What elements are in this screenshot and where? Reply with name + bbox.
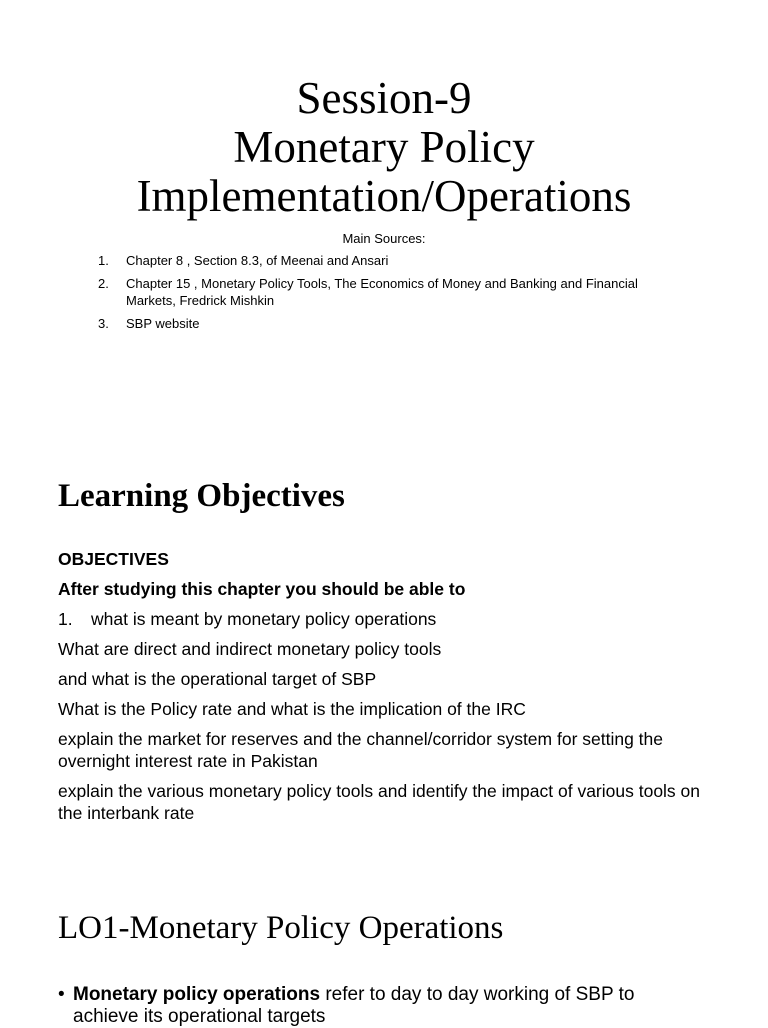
bullet-list [58, 984, 698, 1028]
learning-objectives-slide [0, 440, 768, 870]
objective-item: What is the Policy rate and what is the implication of the IRC [58, 699, 526, 719]
objective-item: explain the market for reserves and the channel/corridor system for setting the overnight interest rate in Pakistan [58, 729, 664, 771]
source-number: 2. [98, 276, 109, 291]
bullet-item [58, 984, 698, 1028]
lo1-slide [0, 880, 768, 1027]
title-line-topic: Monetary Policy [233, 122, 535, 172]
slide-heading: LO1-Monetary Policy Operations [58, 910, 504, 946]
source-text: Chapter 15 , Monetary Policy Tools, The Economics of Money and Banking and Financial Markets, Fredrick Mishkin [126, 276, 638, 308]
source-item [98, 315, 658, 332]
slide-heading: Learning Objectives [58, 478, 345, 514]
objective-item: explain the various monetary policy tools and identify the impact of various tools on the interbank rate [58, 781, 701, 823]
source-number: 3. [98, 316, 109, 331]
bullet-icon: • [58, 984, 65, 1005]
objectives-label: OBJECTIVES [58, 549, 169, 569]
title-slide [0, 0, 768, 380]
bullet-text: refer to day to day working of SBP to achieve its operational targets [73, 984, 635, 1027]
bullet-term: Monetary policy operations [73, 984, 321, 1005]
title-line-subtopic: Implementation/Operations [136, 171, 632, 221]
source-text: Chapter 8 , Section 8.3, of Meenai and Ansari [126, 253, 389, 268]
source-item [98, 275, 658, 309]
objective-text: what is meant by monetary policy operations [91, 609, 437, 629]
objectives-body [58, 548, 718, 832]
objective-number: 1. [58, 609, 73, 629]
objective-item [58, 608, 718, 630]
title-line-session: Session-9 [296, 73, 472, 123]
sources-list [98, 252, 658, 338]
objective-item: What are direct and indirect monetary policy tools [58, 639, 442, 659]
source-item [98, 252, 658, 269]
source-text: SBP website [126, 316, 200, 331]
objectives-intro: After studying this chapter you should be able to [58, 579, 466, 599]
objective-item: and what is the operational target of SBP [58, 669, 377, 689]
source-number: 1. [98, 253, 109, 268]
sources-heading: Main Sources: [342, 231, 426, 246]
slide-title [0, 74, 768, 221]
